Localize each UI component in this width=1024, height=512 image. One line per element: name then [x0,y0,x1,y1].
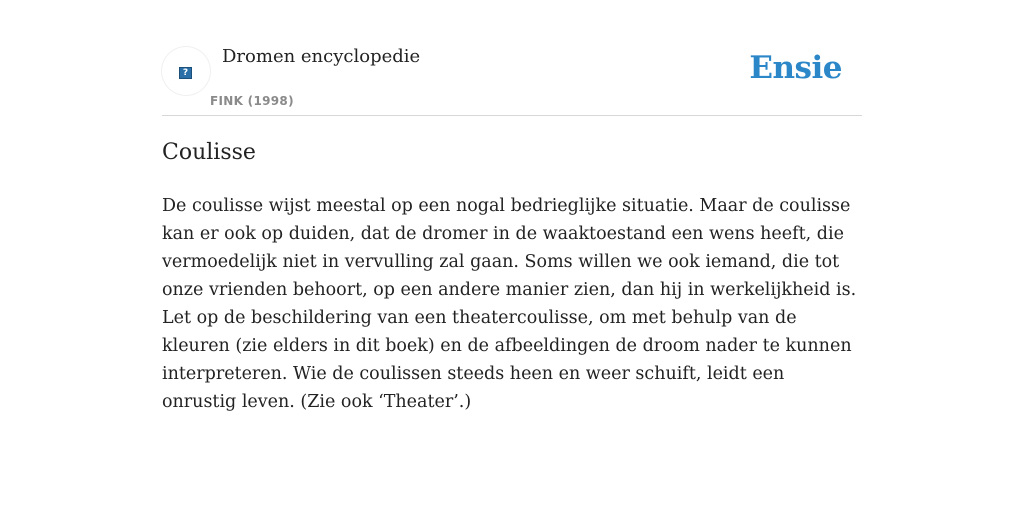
book-cover-icon: ? [179,67,192,79]
source-thumbnail[interactable] [162,47,210,95]
source-title-link[interactable]: Dromen encyclopedie [222,46,421,67]
entry-title: Coulisse [162,140,256,165]
source-meta: FINK (1998) [210,94,294,108]
entry-body: De coulisse wijst meestal op een nogal bedrieglijke situatie. Maar de coulisse kan er ook op duiden, dat de dromer in de waaktoestand een wens heeft, die vermoedelijk niet in vervulling zal gaan. Soms willen we ook iemand, die tot onze vrienden behoort, op een andere manier zien, dan hij in werkelijkheid is. Let op de beschildering van een theatercoulisse, om met behulp van de kleuren (zie elders in dit boek) en de afbeeldingen de droom nader te kunnen interpreteren. Wie de coulissen steeds heen en weer schuift, leidt een onrustig leven. (Zie ook ‘Theater’.) [162,196,857,412]
source-header [162,44,862,116]
ensie-logo[interactable]: Ensie [749,50,842,86]
